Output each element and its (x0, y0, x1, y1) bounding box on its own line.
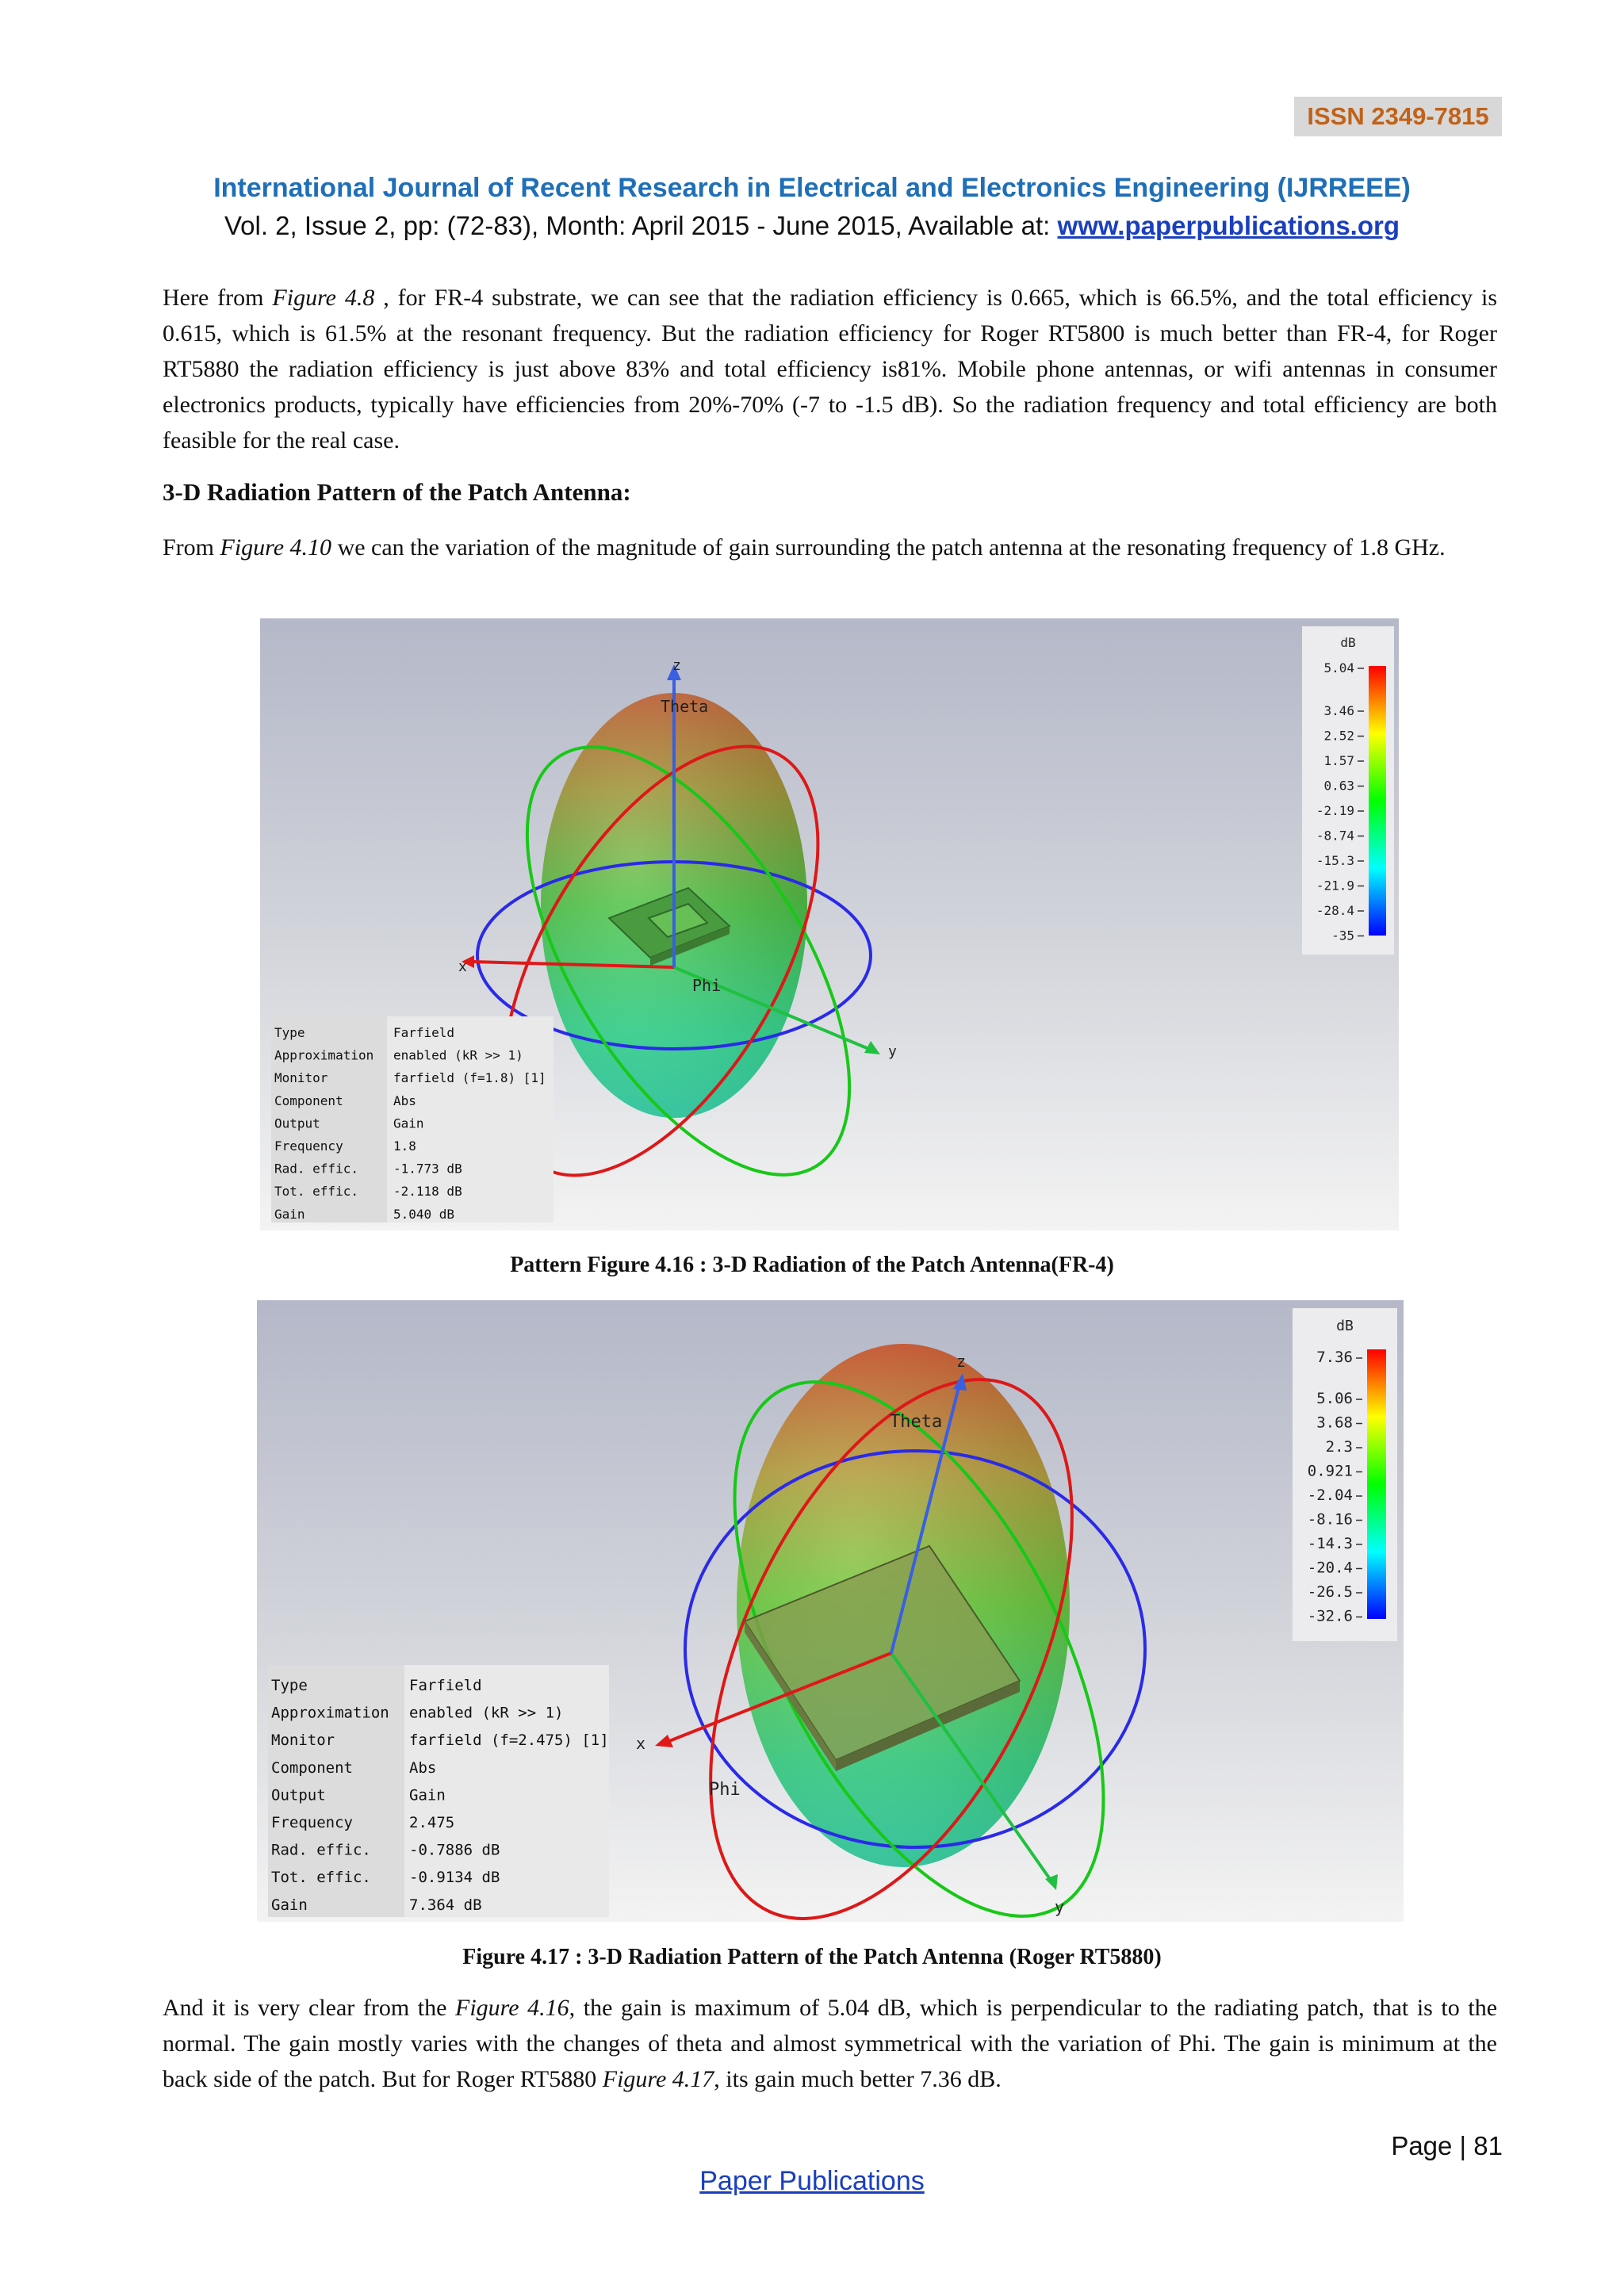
info-key: Monitor (274, 1070, 328, 1086)
info-value: -1.773 dB (393, 1161, 462, 1177)
info-key: Output (274, 1115, 320, 1131)
z-axis-label: z (672, 657, 681, 674)
phi-label: Phi (709, 1780, 741, 1800)
legend-tick-label: -35 (1331, 928, 1354, 943)
journal-title: International Journal of Recent Research in Electrical and Electronics Engineering (IJRREEE) (213, 173, 1411, 203)
info-value: Farfield (393, 1025, 455, 1040)
figure-4-16-caption: Pattern Figure 4.16 : 3-D Radiation of the Patch Antenna(FR-4) (510, 1253, 1114, 1277)
info-key: Gain (271, 1896, 308, 1914)
section-heading: 3-D Radiation Pattern of the Patch Antenna: (163, 478, 631, 506)
para1-prefix: Here from (163, 285, 273, 311)
info-key: Approximation (274, 1047, 374, 1063)
para2-figure-ref: Figure 4.10 (220, 534, 332, 561)
legend-tick-label: -32.6 (1307, 1607, 1353, 1625)
para3-prefix: And it is very clear from the (163, 1995, 456, 2021)
color-bar (1367, 1349, 1386, 1619)
radiation-pattern-rt5880 (257, 1300, 1404, 1922)
legend-tick-label: 2.52 (1323, 728, 1354, 744)
x-axis-label: x (636, 1734, 646, 1753)
info-value: Farfield (409, 1677, 482, 1694)
legend-tick-label: 5.06 (1316, 1390, 1353, 1407)
theta-label: Theta (661, 697, 709, 716)
legend-tick-label: 2.3 (1325, 1438, 1353, 1456)
radiation-pattern-fr4 (260, 618, 1399, 1230)
info-value: Gain (393, 1115, 424, 1131)
figure-4-16 (260, 618, 1399, 1230)
info-value: farfield (f=2.475) [1] (409, 1732, 609, 1750)
info-key: Approximation (271, 1704, 389, 1722)
page-number: Page | 81 (1391, 2131, 1503, 2160)
legend-unit: dB (1340, 635, 1356, 650)
para1-figure-ref: Figure 4.8 (272, 285, 375, 311)
legend-tick-label: -8.16 (1307, 1510, 1353, 1529)
info-value: 1.8 (393, 1138, 416, 1154)
info-value: farfield (f=1.8) [1] (393, 1070, 546, 1086)
legend-tick-label: -14.3 (1307, 1535, 1353, 1552)
legend-tick-label: -28.4 (1316, 903, 1354, 918)
info-value: -0.9134 dB (409, 1869, 500, 1887)
info-value: 5.040 dB (393, 1206, 455, 1222)
info-key: Component (274, 1093, 343, 1108)
info-value: -0.7886 dB (409, 1841, 500, 1859)
legend-tick-label: 0.63 (1323, 778, 1354, 794)
info-key: Gain (274, 1206, 305, 1222)
info-value: 2.475 (409, 1814, 455, 1831)
figure-4-17 (257, 1300, 1404, 1922)
x-axis-label: x (458, 959, 467, 975)
legend-unit: dB (1336, 1318, 1354, 1334)
legend-tick-label: -8.74 (1316, 828, 1354, 844)
legend-tick-label: -21.9 (1316, 878, 1354, 894)
para3-text-2: , its gain much better 7.36 dB. (714, 2066, 1002, 2092)
publisher-link[interactable]: Paper Publications (699, 2166, 925, 2196)
journal-meta (0, 211, 1624, 241)
info-key: Component (271, 1758, 353, 1777)
legend-tick-label: 1.57 (1323, 753, 1354, 768)
para2-prefix: From (163, 534, 220, 561)
info-value: -2.118 dB (393, 1184, 462, 1200)
journal-website-link[interactable]: www.paperpublications.org (1057, 211, 1400, 240)
legend-tick-label: 0.921 (1307, 1462, 1353, 1480)
info-key: Tot. effic. (271, 1869, 371, 1887)
z-axis-label: z (956, 1352, 967, 1371)
figure-4-17-caption: Figure 4.17 : 3-D Radiation Pattern of the Patch Antenna (Roger RT5880) (462, 1945, 1162, 1969)
legend-tick-label: 3.68 (1316, 1414, 1353, 1432)
info-key: Monitor (271, 1732, 335, 1750)
legend-tick-label: -2.04 (1307, 1487, 1353, 1504)
legend-tick-label: -2.19 (1316, 803, 1354, 818)
legend-tick-label: 7.36 (1316, 1349, 1353, 1366)
y-axis-label: y (888, 1043, 897, 1060)
info-key: Tot. effic. (274, 1184, 358, 1200)
color-bar (1369, 666, 1386, 936)
info-key: Frequency (274, 1138, 343, 1154)
y-axis-label: y (1055, 1897, 1065, 1916)
legend-tick-label: -15.3 (1316, 853, 1354, 868)
theta-label: Theta (890, 1412, 943, 1432)
para3-text: the gain is maximum of 5.04 dB, which is perpendicular to the radiating patch, that is to the normal. The gain mostly varies with the changes of theta and almost symmetrical with the variation of Phi. The gain is minimum at the back side of the patch. But for Roger RT5880 (163, 1995, 1498, 2092)
journal-meta-text: Vol. 2, Issue 2, pp: (72-83), Month: April 2015 - June 2015, Available at: (224, 211, 1058, 240)
para2-text: we can the variation of the magnitude of gain surrounding the patch antenna at the resonating frequency of 1.8 GHz. (331, 534, 1446, 561)
legend-tick-label: -20.4 (1307, 1559, 1353, 1577)
info-value: 7.364 dB (409, 1896, 482, 1914)
info-key: Rad. effic. (271, 1841, 371, 1859)
phi-label: Phi (692, 976, 722, 995)
info-key: Frequency (271, 1814, 353, 1831)
info-key: Output (271, 1786, 326, 1804)
info-value: enabled (kR >> 1) (409, 1704, 564, 1722)
para1-text: , for FR-4 substrate, we can see that the radiation efficiency is 0.665, which is 66.5%, and the total efficiency is 0.615, which is 61.5% at the resonant frequency. But the radiation efficiency for Roger RT5800 is much better than FR-4, for Roger RT5880 the radiation efficiency is just above 83% and total efficiency is81%. Mobile phone antennas, or wifi antennas in consumer electronics products, typically have efficiencies from 20%-70% (-7 to -1.5 dB). So the radiation frequency and total efficiency are both feasible for the real case. (163, 285, 1497, 453)
info-key: Type (274, 1025, 305, 1040)
legend-tick-label: 3.46 (1323, 703, 1354, 718)
paragraph-efficiency (163, 280, 1497, 458)
info-value: Abs (409, 1758, 437, 1777)
paragraph-pattern-intro (163, 530, 1497, 565)
legend-tick-label: 5.04 (1323, 660, 1354, 675)
info-value: Gain (409, 1786, 446, 1804)
para3-figure-ref-2: Figure 4.17 (602, 2066, 714, 2092)
legend-tick-label: -26.5 (1307, 1583, 1353, 1601)
info-key: Rad. effic. (274, 1161, 358, 1177)
info-value: enabled (kR >> 1) (393, 1047, 523, 1063)
info-key: Type (271, 1677, 308, 1694)
info-value: Abs (393, 1093, 416, 1108)
issn-badge: ISSN 2349-7815 (1294, 97, 1502, 136)
paragraph-gain-discussion (163, 1990, 1497, 2097)
para3-figure-ref: Figure 4.16, (455, 1995, 576, 2021)
